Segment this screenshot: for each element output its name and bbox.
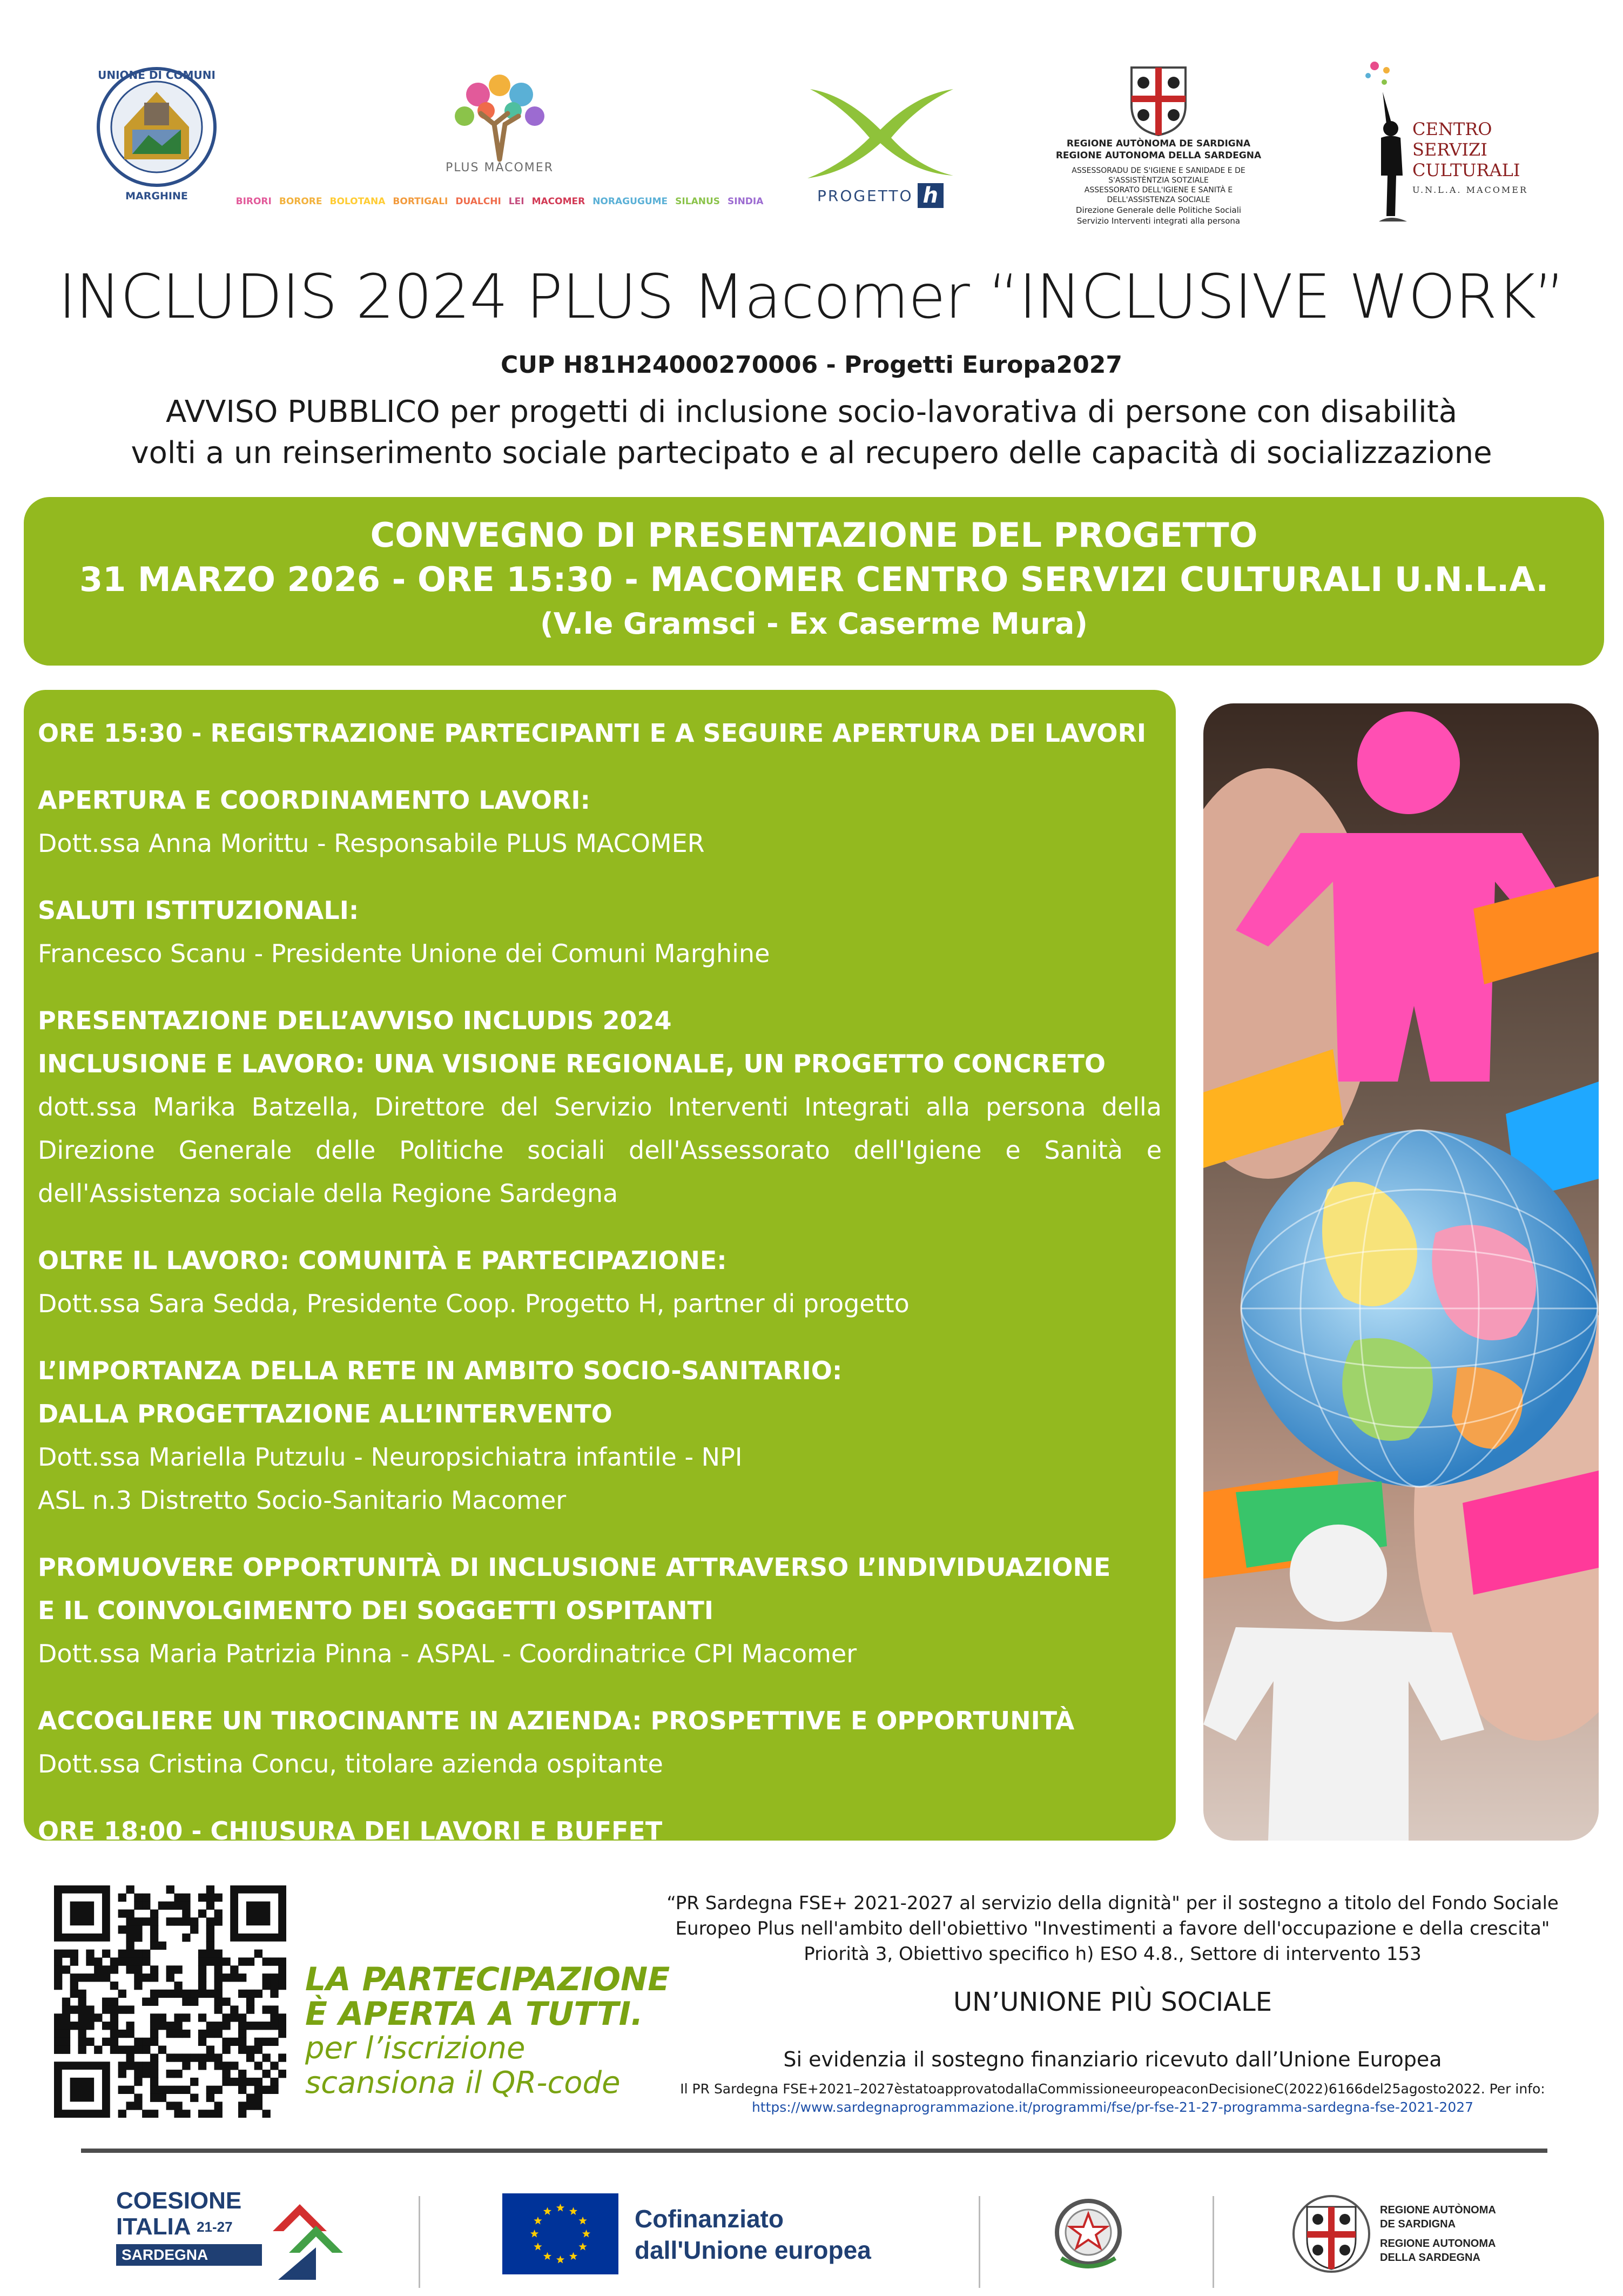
program-heading: ORE 15:30 - REGISTRAZIONE PARTECIPANTI E A SEGUIRE APERTURA DEI LAVORI	[38, 719, 1146, 748]
convegno-title: CONVEGNO DI PRESENTAZIONE DEL PROGETTO	[370, 515, 1258, 555]
coesione-line: COESIONE	[116, 2187, 242, 2214]
coesione-arrows-icon	[267, 2199, 348, 2285]
coesione-region: SARDEGNA	[116, 2244, 262, 2266]
csc-line: CENTRO	[1412, 119, 1492, 139]
tree-people-icon	[427, 70, 573, 162]
program-section	[38, 1809, 1162, 1852]
regione-sardegna-footer-logo	[1291, 2188, 1550, 2285]
program-section	[38, 889, 1162, 975]
regione-line: REGIONE AUTONOMA DELLA SARDEGNA	[1055, 150, 1262, 161]
progetto-h-logo	[799, 78, 961, 208]
unione-comuni-logo	[95, 65, 219, 200]
plus-towns-list	[236, 196, 764, 207]
footer-separator	[419, 2196, 420, 2288]
town-name: NORAGUGUME	[592, 196, 668, 207]
qr-code-icon	[54, 1885, 286, 2118]
info-link[interactable]: https://www.sardegnaprogrammazione.it/programmi/fse/pr-fse-21-27-programma-sardegna-fse-2021-2027	[751, 2099, 1474, 2115]
eu-text	[635, 2203, 871, 2266]
unione-sociale: UN’UNIONE PIÙ SOCIALE	[953, 1987, 1272, 2017]
sardegna-crest-icon	[1126, 62, 1191, 138]
footer-separator	[1213, 2196, 1214, 2288]
globe-hands-photo	[1203, 703, 1599, 1841]
globe-paper-people-icon	[1203, 703, 1599, 1841]
town-name: BORTIGALI	[393, 196, 448, 207]
program-heading: ACCOGLIERE UN TIROCINANTE IN AZIENDA: PROSPETTIVE E OPPORTUNITÀ	[38, 1706, 1075, 1735]
eu-cofinanziato-logo	[502, 2193, 913, 2280]
program-speaker: Dott.ssa Maria Patrizia Pinna - ASPAL - Coordinatrice CPI Macomer	[38, 1639, 857, 1668]
csc-sub: U.N.L.A. MACOMER	[1412, 185, 1528, 195]
program-heading: PROMUOVERE OPPORTUNITÀ DI INCLUSIONE ATTRAVERSO L’INDIVIDUAZIONE	[38, 1553, 1111, 1582]
town-name: SINDIA	[728, 196, 764, 207]
program-panel	[24, 690, 1176, 1845]
ras-line: REGIONE AUTÒNOMA	[1380, 2204, 1496, 2216]
program-section	[38, 1349, 1162, 1522]
unione-comuni-emblem-icon	[95, 65, 219, 200]
fse-line: Europeo Plus nell'ambito dell'obiettivo "Investimenti a favore dell'occupazione e della crescita"	[675, 1918, 1550, 1939]
coesione-line: ITALIA	[116, 2213, 190, 2240]
regione-line: ASSESSORATO DELL'IGIENE E SANITÀ E DELL'ASSISTENZA SOCIALE	[1084, 186, 1233, 204]
program-heading: L’IMPORTANZA DELLA RETE IN AMBITO SOCIO-SANITARIO:	[38, 1356, 843, 1385]
program-section	[38, 778, 1162, 865]
program-heading: PRESENTAZIONE DELL’AVVISO INCLUDIS 2024	[38, 1006, 672, 1035]
program-heading: OLTRE IL LAVORO: COMUNITÀ E PARTECIPAZIONE:	[38, 1246, 727, 1275]
town-name: BOLOTANA	[329, 196, 386, 207]
regione-line: Direzione Generale delle Politiche Sociali	[1075, 205, 1242, 215]
town-name: BIRORI	[235, 196, 272, 207]
participation-cta	[305, 1962, 670, 2100]
eu-line: dall'Unione europea	[635, 2236, 871, 2264]
coesione-italia-logo	[116, 2188, 348, 2291]
cta-line: scansiona il QR-code	[305, 2065, 621, 2100]
program-speaker: Francesco Scanu - Presidente Unione dei Comuni Marghine	[38, 939, 770, 968]
page-title: INCLUDIS 2024 PLUS Macomer “INCLUSIVE WORK”	[58, 262, 1565, 332]
regione-line: ASSESSORADU DE S'IGIENE E SANIDADE E DE S'ASSISTÈNTZIA SOTZIALE	[1072, 166, 1245, 185]
progetto-h-swoosh-icon	[802, 78, 959, 181]
progetto-h-letter: h	[918, 183, 944, 208]
ras-line: REGIONE AUTONOMA	[1380, 2238, 1496, 2250]
footer-divider	[81, 2149, 1547, 2153]
avviso-line: AVVISO PUBBLICO per progetti di inclusione socio-lavorativa di persone con disabilità	[165, 394, 1458, 429]
eu-line: Cofinanziato	[635, 2205, 784, 2233]
pr-approval-note	[637, 2080, 1588, 2117]
program-speaker: Dott.ssa Cristina Concu, titolare azienda ospitante	[38, 1749, 663, 1778]
program-heading: DALLA PROGETTAZIONE ALL’INTERVENTO	[38, 1399, 612, 1428]
fse-line: Priorità 3, Obiettivo specifico h) ESO 4.8., Settore di intervento 153	[804, 1943, 1422, 1965]
program-heading: ORE 18:00 - CHIUSURA DEI LAVORI E BUFFET	[38, 1816, 663, 1845]
unione-ring-text: UNIONE DI COMUNI	[98, 69, 215, 82]
program-speaker: Dott.ssa Anna Morittu - Responsabile PLUS MACOMER	[38, 829, 705, 858]
town-name: LEI	[508, 196, 524, 207]
ras-line: DELLA SARDEGNA	[1380, 2252, 1480, 2264]
fse-line: “PR Sardegna FSE+ 2021-2027 al servizio della dignità" per il sostegno a titolo del Fondo Sociale	[666, 1892, 1559, 1914]
footer-separator	[979, 2196, 980, 2288]
program-heading: E IL COINVOLGIMENTO DEI SOGGETTI OSPITANTI	[38, 1596, 713, 1625]
convegno-band	[24, 497, 1604, 666]
progetto-h-wordmark	[817, 183, 944, 208]
csc-line: CULTURALI	[1412, 160, 1520, 180]
reaching-figure-icon	[1353, 59, 1418, 221]
program-heading: SALUTI ISTITUZIONALI:	[38, 896, 359, 925]
ras-footer-text	[1380, 2203, 1496, 2265]
program-speaker: ASL n.3 Distretto Socio-Sanitario Macomer	[38, 1486, 567, 1515]
fse-description	[637, 1891, 1588, 1967]
plus-macomer-name: PLUS MACOMER	[446, 161, 554, 174]
program-heading: INCLUSIONE E LAVORO: UNA VISIONE REGIONALE, UN PROGETTO CONCRETO	[38, 1049, 1106, 1078]
ras-line: DE SARDIGNA	[1380, 2218, 1456, 2230]
program-section	[38, 1239, 1162, 1325]
plus-macomer-logo	[235, 70, 764, 207]
sardegna-crest-icon	[1291, 2188, 1372, 2280]
program-speaker: dott.ssa Marika Batzella, Direttore del Servizio Interventi Integrati alla persona della Direzione Generale delle Politiche sociali dell'Assessorato dell'Igiene e Sanità e dell'Assistenza sociale della Regione Sardegna	[38, 1092, 1162, 1208]
program-heading: APERTURA E COORDINAMENTO LAVORI:	[38, 786, 590, 815]
town-name: SILANUS	[675, 196, 720, 207]
csc-line: SERVIZI	[1412, 139, 1487, 160]
cta-line: È APERTA A TUTTI.	[305, 1995, 643, 2033]
cta-line: LA PARTECIPAZIONE	[305, 1961, 670, 1998]
avviso-text	[0, 392, 1623, 474]
town-name: BORORE	[279, 196, 322, 207]
repubblica-italiana-emblem	[1050, 2193, 1126, 2277]
program-speaker: Dott.ssa Sara Sedda, Presidente Coop. Progetto H, partner di progetto	[38, 1289, 910, 1318]
program-section	[38, 711, 1162, 755]
convegno-date-place: 31 MARZO 2026 - ORE 15:30 - MACOMER CENTRO SERVIZI CULTURALI U.N.L.A.	[79, 560, 1549, 599]
cta-line: per l’iscrizione	[305, 2031, 526, 2066]
program-section	[38, 999, 1162, 1215]
town-name: MACOMER	[531, 196, 585, 207]
progetto-word: PROGETTO	[817, 186, 913, 205]
convegno-address: (V.le Gramsci - Ex Caserme Mura)	[540, 607, 1088, 641]
avviso-line: volti a un reinserimento sociale partecipato e al recupero delle capacità di socializzazione	[131, 435, 1492, 471]
logo-row	[0, 49, 1623, 232]
unione-bottom-text: MARGHINE	[125, 190, 188, 202]
registration-qr-code[interactable]	[54, 1885, 286, 2118]
regione-header-logo	[1050, 62, 1267, 226]
eu-flag-icon	[502, 2193, 618, 2274]
sostegno-ue: Si evidenzia il sostegno finanziario ricevuto dall’Unione Europea	[783, 2047, 1442, 2071]
town-name: DUALCHI	[455, 196, 501, 207]
regione-line: Servizio Interventi integrati alla persona	[1076, 216, 1241, 226]
cup-code: CUP H81H24000270006 - Progetti Europa2027	[500, 351, 1123, 379]
csc-logo	[1353, 59, 1531, 227]
approval-text: Il PR Sardegna FSE+2021–2027èstatoapprovatodallaCommissioneeuropeaconDecisioneC(2022)6166del25agosto2022. Per info:	[680, 2081, 1545, 2097]
coesione-years: 21-27	[197, 2219, 233, 2235]
italian-republic-emblem-icon	[1050, 2193, 1126, 2274]
csc-title	[1412, 119, 1520, 180]
program-section	[38, 1546, 1162, 1675]
program-speaker: Dott.ssa Mariella Putzulu - Neuropsichiatra infantile - NPI	[38, 1442, 743, 1472]
program-section	[38, 1699, 1162, 1785]
regione-line: REGIONE AUTÒNOMA DE SARDIGNA	[1066, 138, 1251, 149]
